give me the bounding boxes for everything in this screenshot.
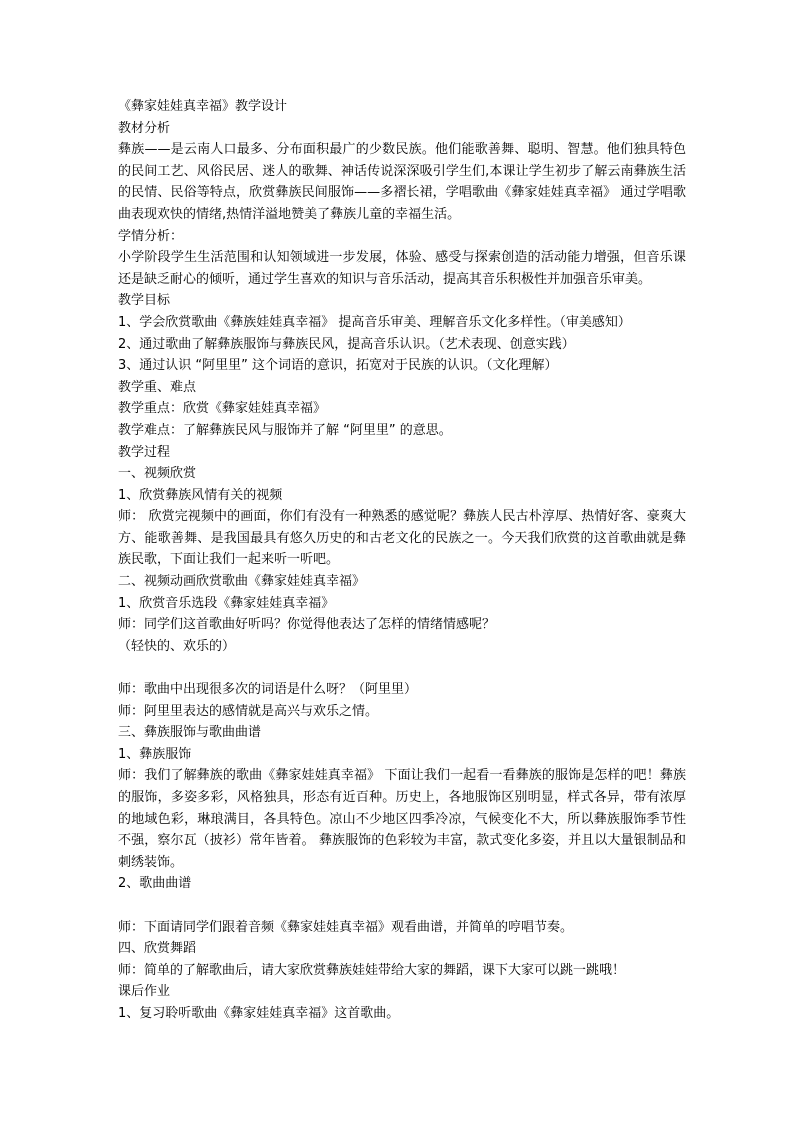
process-step-2-heading: 二、视频动画欣赏歌曲《彝家娃娃真幸福》 <box>118 574 366 590</box>
goal-item-1: 1、学会欣赏歌曲《彝族娃娃真幸福》 提高音乐审美、理解音乐文化多样性。（审美感知） <box>118 314 631 330</box>
blank-line <box>118 895 686 917</box>
process-step-3-heading: 三、彝族服饰与歌曲曲谱 <box>118 725 262 741</box>
process-step-1-heading: 一、视频欣赏 <box>118 466 197 482</box>
blank-line <box>118 657 686 679</box>
teacher-line-2: 师：同学们这首歌曲好听吗？你觉得他表达了怎样的情绪情感呢？ <box>118 617 496 633</box>
section-heading-process: 教学过程 <box>118 444 171 460</box>
process-step-4-heading: 四、欣赏舞蹈 <box>118 941 197 957</box>
teacher-line-3: 师：歌曲中出现很多次的词语是什么呀？（阿里里） <box>118 682 418 698</box>
teacher-line-1: 师： 欣赏完视频中的画面，你们有没有一种熟悉的感觉呢？彝族人民古朴淳厚、热情好客、豪爽大方、能歌善舞、是我国最具有悠久历史的和古老文化的民族之一。今天我们欣赏的这首歌曲就是彝族民歌，下面让我们一起来听一听吧。 <box>118 509 686 568</box>
goal-item-3: 3、通过认识 “阿里里” 这个词语的意识，拓宽对于民族的认识。（文化理解） <box>118 358 558 374</box>
teacher-line-5: 师：我们了解彝族的歌曲《彝家娃娃真幸福》 下面让我们一起看一看彝族的服饰是怎样的吧！彝族的服饰，多姿多彩，风格独具，形态有近百种。历史上，各地服饰区别明显，样式各异，带有浓厚的地域色彩，琳琅满目，各具特色。凉山不少地区四季冷凉，气候变化不大，所以彝族服饰季节性不强，察尔瓦（披衫）常年皆着。 彝族服饰的色彩较为丰富，款式变化多姿，并且以大量银制品和刺绣装饰。 <box>118 768 686 870</box>
goal-item-2: 2、通过歌曲了解彝族服饰与彝族民风，提高音乐认识。（艺术表现、创意实践） <box>118 336 575 352</box>
section-heading-key-points: 教学重、难点 <box>118 379 197 395</box>
section-heading-material-analysis: 教材分析 <box>118 120 171 136</box>
key-point: 教学重点：欣赏《彝家娃娃真幸福》 <box>118 401 327 417</box>
teacher-line-7: 师：简单的了解歌曲后，请大家欣赏彝族娃娃带给大家的舞蹈，课下大家可以跳一跳哦！ <box>118 962 626 978</box>
process-step-3-sub-2: 2、歌曲曲谱 <box>118 876 192 892</box>
section-heading-teaching-goals: 教学目标 <box>118 293 171 309</box>
paragraph-material-analysis: 彝族——是云南人口最多、分布面积最广的少数民族。他们能歌善舞、聪明、智慧。他们独具特色的民间工艺、风俗民居、迷人的歌舞、神话传说深深吸引学生们,本课让学生初步了解云南彝族生活的民情、民俗等特点，欣赏彝族民间服饰——多褶长裙，学唱歌曲《彝家娃娃真幸福》 通过学唱歌曲表现欢快的情绪,热情洋溢地赞美了彝族儿童的幸福生活。 <box>118 142 686 222</box>
process-step-1-sub: 1、欣赏彝族风情有关的视频 <box>118 487 283 503</box>
section-heading-student-analysis: 学情分析： <box>118 228 184 244</box>
teacher-line-6: 师：下面请同学们跟着音频《彝家娃娃真幸福》观看曲谱，并简单的哼唱节奏。 <box>118 919 574 935</box>
difficult-point: 教学难点：了解彝族民风与服饰并了解 “阿里里” 的意思。 <box>118 422 452 438</box>
process-step-2-sub: 1、欣赏音乐选段《彝家娃娃真幸福》 <box>118 595 335 611</box>
homework-item-1: 1、复习聆听歌曲《彝家娃娃真幸福》这首歌曲。 <box>118 1005 400 1021</box>
section-heading-homework: 课后作业 <box>118 984 171 1000</box>
answer-line: （轻快的、欢乐的） <box>118 638 236 654</box>
paragraph-student-analysis: 小学阶段学生生活范围和认知领域进一步发展，体验、感受与探索创造的活动能力增强，但音乐课还是缺乏耐心的倾听，通过学生喜欢的知识与音乐活动，提高其音乐积极性并加强音乐审美。 <box>118 250 686 287</box>
doc-title: 《彝家娃娃真幸福》教学设计 <box>118 99 288 114</box>
teacher-line-4: 师：阿里里表达的感情就是高兴与欢乐之情。 <box>118 703 379 719</box>
process-step-3-sub-1: 1、彝族服饰 <box>118 746 192 762</box>
document-body <box>118 96 686 1025</box>
